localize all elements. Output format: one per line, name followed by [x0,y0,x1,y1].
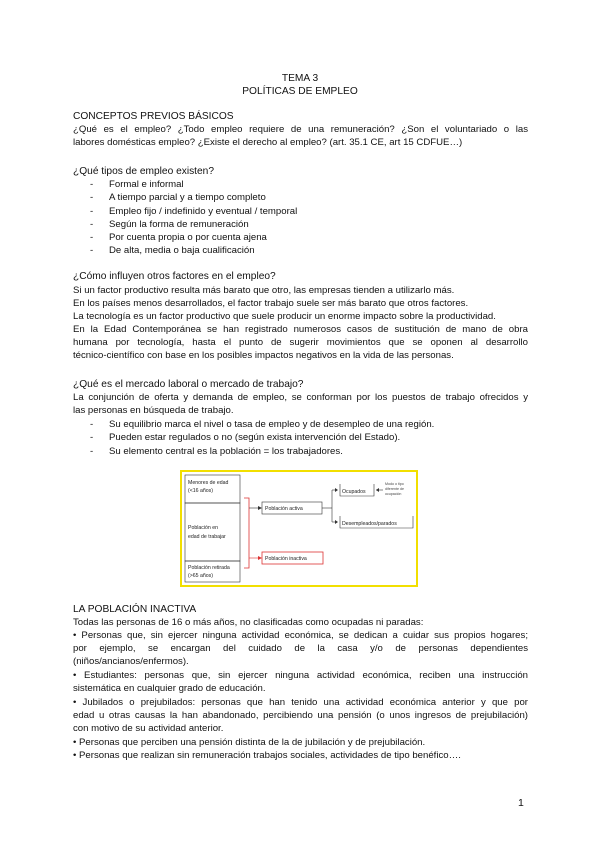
list-item: - Su elemento central es la población = los trabajadores. [90,446,434,459]
active-label: Población activa [265,506,303,512]
employed-note: Modo o tipo [385,482,404,486]
working-age-box [185,503,240,561]
working-age-label: Población en [188,525,218,531]
employed-note: diferente de [385,487,404,491]
paragraph-line: técnico-científico con base en los posibles impactos negativos en la vida de las personas. [73,350,454,361]
paragraph-line: por ejemplo, se encargan del cuidado de la casa y/o de personas dependientes [73,643,528,654]
section-heading-labor-market: ¿Qué es el mercado laboral o mercado de trabajo? [73,379,304,390]
list-item: - Por cuenta propia o por cuenta ajena [90,232,297,245]
page-title: POLÍTICAS DE EMPLEO [242,86,358,97]
note-arrow-icon [376,488,379,492]
paragraph-line: En los países menos desarrollados, el factor trabajo suele ser más barato que otros factores. [73,298,469,309]
employed-label: Ocupados [342,489,366,495]
working-age-sublabel: edad de trabajar [188,534,226,540]
list-item: - Según la forma de remuneración [90,219,297,232]
paragraph-line: En la Edad Contemporánea se han registrado numerosos casos de sustitución de mano de obra [73,324,528,335]
employed-note: ocupación [385,492,402,496]
paragraph-line: • Jubilados o prejubilados: personas que han tenido una actividad económica anterior y que por [73,697,528,708]
list-item: - Empleo fijo / indefinido y eventual / temporal [90,206,297,219]
paragraph-line: • Personas que, sin ejercer ninguna actividad económica, se dedican a cuidar sus propios hogares; [73,630,528,641]
unemployed-arrow-icon [335,520,338,524]
paragraph-line: sistemática en cualquier grado de educación. [73,683,266,694]
retired-label: Población retirada [188,565,230,571]
paragraph-line: labores domésticas empleo? ¿Existe el derecho al empleo? (art. 35.1 CE, art 15 CDFUE…) [73,137,463,148]
section-heading-inactive: LA POBLACIÓN INACTIVA [73,604,197,615]
paragraph-line: (niños/ancianos/enfermos). [73,656,189,667]
inactive-arrow-icon [258,556,262,560]
minors-label: Menores de edad [188,480,229,486]
population-diagram [180,470,418,587]
employment-types-list [90,179,297,259]
list-item: - Formal e informal [90,179,297,192]
inactive-label: Población inactiva [265,556,307,562]
population-diagram-svg [182,472,416,585]
paragraph-line: con motivo de su actividad anterior. [73,723,224,734]
list-item: - Su equilibrio marca el nivel o tasa de empleo y de desempleo de una región. [90,419,434,432]
red-bracket [244,498,249,568]
section-heading-types: ¿Qué tipos de empleo existen? [73,166,215,177]
minors-sublabel: (<16 años) [188,488,213,494]
topic-number: TEMA 3 [281,73,319,84]
paragraph-line: • Personas que perciben una pensión distinta de la de jubilación y de prejubilación. [73,737,426,748]
page-number: 1 [518,797,524,809]
list-item: - A tiempo parcial y a tiempo completo [90,192,297,205]
active-arrow-icon [258,506,262,510]
paragraph-line: edad u otras causas la han abandonado, percibiendo una pensión (o unos ingresos de prejubilación) [73,710,528,721]
paragraph-line: Si un factor productivo resulta más barato que otro, las empresas tienden a utilizarlo más. [73,285,455,296]
paragraph-line: Todas las personas de 16 o más años, no clasificadas como ocupadas ni paradas: [73,617,424,628]
paragraph-line: ¿Qué es el empleo? ¿Todo empleo requiere de una remuneración? ¿Son el voluntariado o las [73,124,528,135]
paragraph-line: • Estudiantes: personas que, sin ejercer ninguna actividad económica, reciben una instrucción [73,670,528,681]
unemployed-label: Desempleados/parados [342,521,397,527]
section-heading-factors: ¿Cómo influyen otros factores en el empleo? [73,271,276,282]
labor-market-list [90,419,434,459]
retired-sublabel: (>65 años) [188,573,213,579]
paragraph-line: las personas en búsqueda de trabajo. [73,405,234,416]
employed-arrow-icon [335,488,338,492]
paragraph-line: La tecnología es un factor productivo que suele producir un enorme impacto sobre la productividad. [73,311,496,322]
section-heading-concepts: CONCEPTOS PREVIOS BÁSICOS [73,111,234,122]
paragraph-line: humana por tecnología, hasta el punto de sugerir movimientos que se oponen al desarrollo [73,337,528,348]
paragraph-line: La conjunción de oferta y demanda de empleo, se conforman por los puestos de trabajo ofrecidos y [73,392,528,403]
paragraph-line: • Personas que realizan sin remuneración trabajos sociales, actividades de tipo benéfico…. [73,750,461,761]
list-item: - Pueden estar regulados o no (según exista intervención del Estado). [90,432,434,445]
list-item: - De alta, media o baja cualificación [90,245,297,258]
